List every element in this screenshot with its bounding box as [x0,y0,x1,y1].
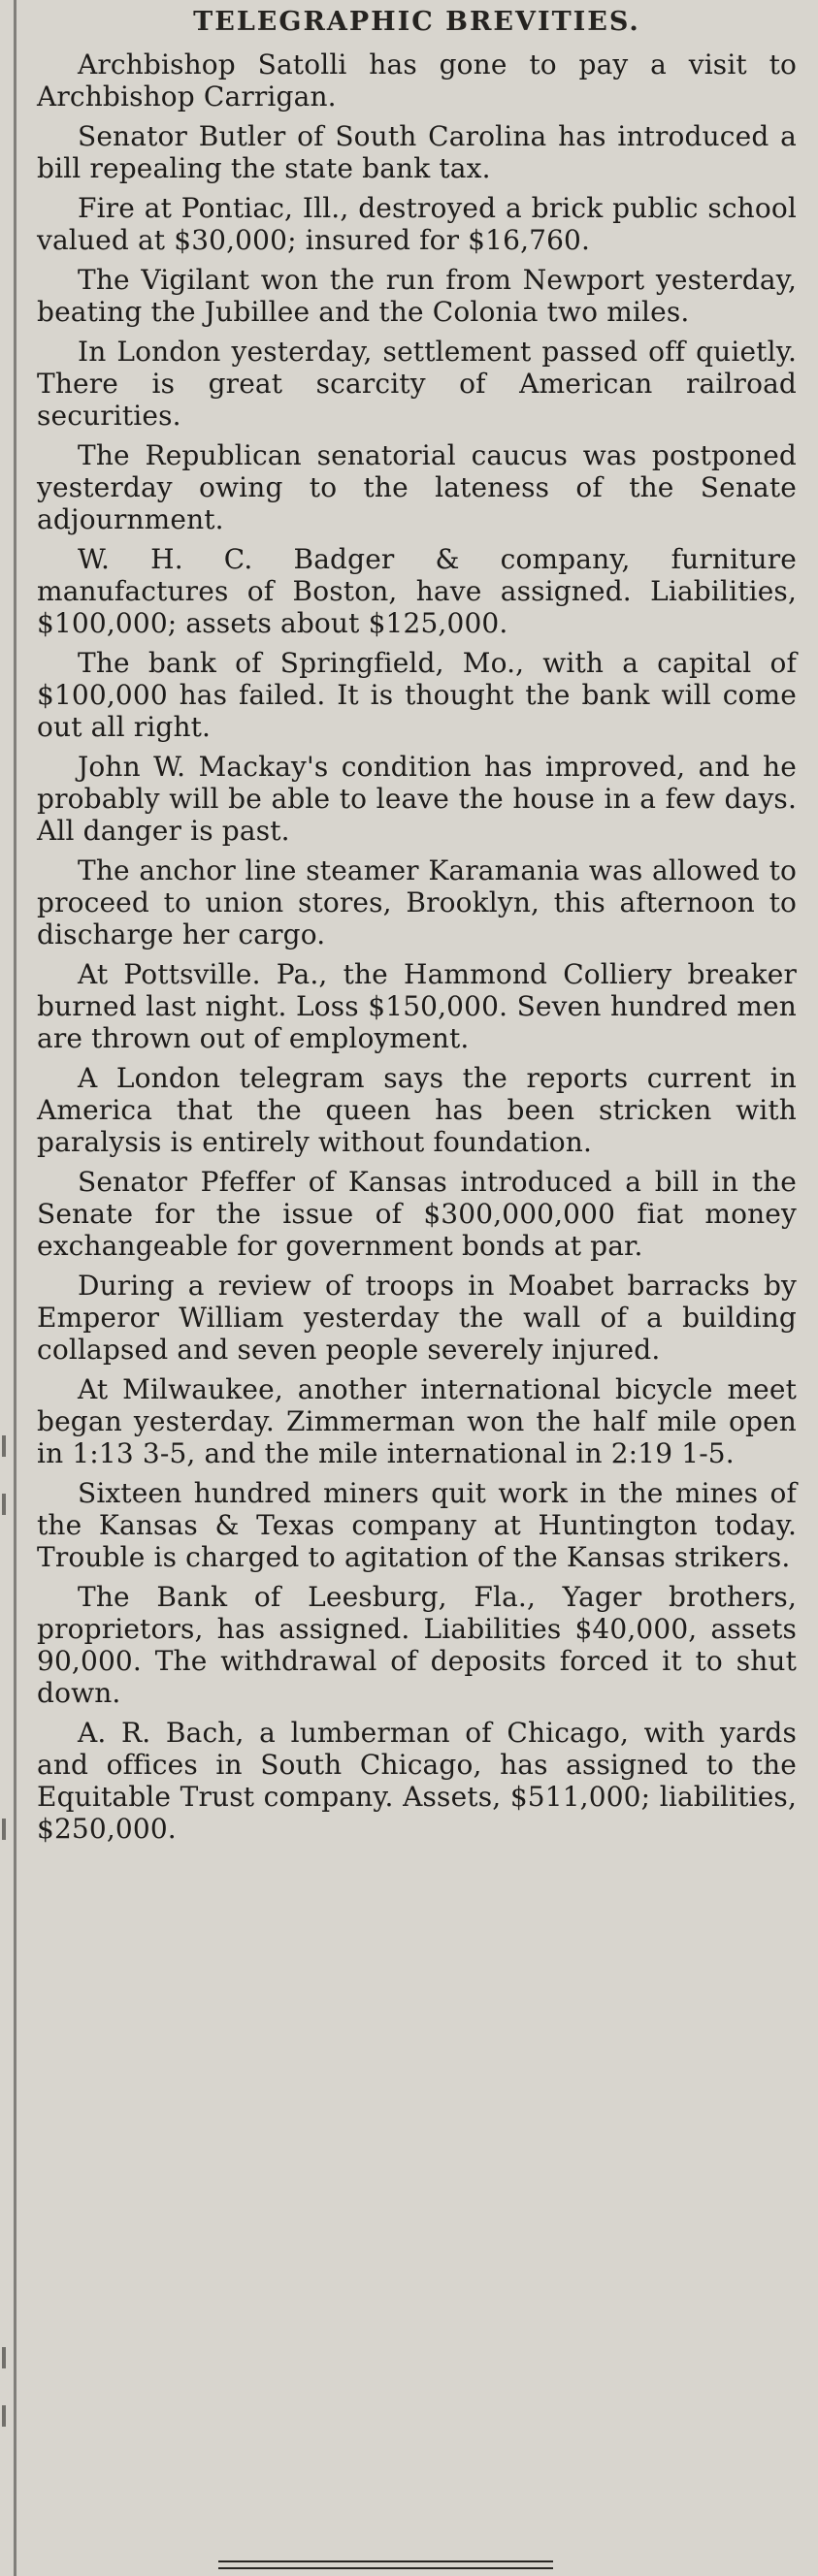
news-item: The anchor line steamer Karamania was allowed to proceed to union stores, Brooklyn, this afternoon to discharge her cargo. [37,854,797,950]
news-item: During a review of troops in Moabet barracks by Emperor William yesterday the wall of a building collapsed and seven people severely injured. [37,1270,797,1366]
closing-rule [218,2560,553,2569]
news-item: The bank of Springfield, Mo., with a capital of $100,000 has failed. It is thought the bank will come out all right. [37,647,797,743]
news-item: Senator Pfeffer of Kansas introduced a bill in the Senate for the issue of $300,000,000 fiat money exchangeable for government bonds at par. [37,1166,797,1262]
news-item: A. R. Bach, a lumberman of Chicago, with yards and offices in South Chicago, has assigned to the Equitable Trust company. Assets, $511,000; liabilities, $250,000. [37,1717,797,1845]
news-item: At Milwaukee, another international bicycle meet began yesterday. Zimmerman won the half mile open in 1:13 3-5, and the mile international in 2:19 1-5. [37,1373,797,1469]
news-item: W. H. C. Badger & company, furniture manufactures of Boston, have assigned. Liabilities, $100,000; assets about $125,000. [37,543,797,639]
news-item: The Bank of Leesburg, Fla., Yager brothers, proprietors, has assigned. Liabilities $40,000, assets 90,000. The withdrawal of deposits forced it to shut down. [37,1581,797,1709]
column-rule-mark [2,1494,6,1515]
news-item: A London telegram says the reports current in America that the queen has been stricken with paralysis is entirely without foundation. [37,1062,797,1158]
headline: TELEGRAPHIC BREVITIES. [193,7,640,37]
column-rule-mark [2,2347,6,2368]
column-rule-mark [2,1435,6,1457]
news-item: The Vigilant won the run from Newport yesterday, beating the Jubillee and the Colonia two miles. [37,264,797,328]
news-item: Senator Butler of South Carolina has introduced a bill repealing the state bank tax. [37,120,797,184]
article-column [37,0,797,1845]
news-item: Archbishop Satolli has gone to pay a visit to Archbishop Carrigan. [37,48,797,113]
news-item: Fire at Pontiac, Ill., destroyed a brick public school valued at $30,000; insured for $16,760. [37,192,797,256]
news-item: At Pottsville. Pa., the Hammond Colliery breaker burned last night. Loss $150,000. Seven hundred men are thrown out of employment. [37,958,797,1054]
column-rule-mark [2,1819,6,1840]
news-item: In London yesterday, settlement passed off quietly. There is great scarcity of American railroad securities. [37,336,797,432]
news-item: John W. Mackay's condition has improved, and he probably will be able to leave the house in a few days. All danger is past. [37,751,797,847]
news-item: Sixteen hundred miners quit work in the mines of the Kansas & Texas company at Huntington today. Trouble is charged to agitation of the Kansas strikers. [37,1477,797,1573]
news-item: The Republican senatorial caucus was postponed yesterday owing to the lateness of the Senate adjournment. [37,439,797,535]
column-rule-mark [2,2405,6,2427]
column-rule [14,0,16,2576]
